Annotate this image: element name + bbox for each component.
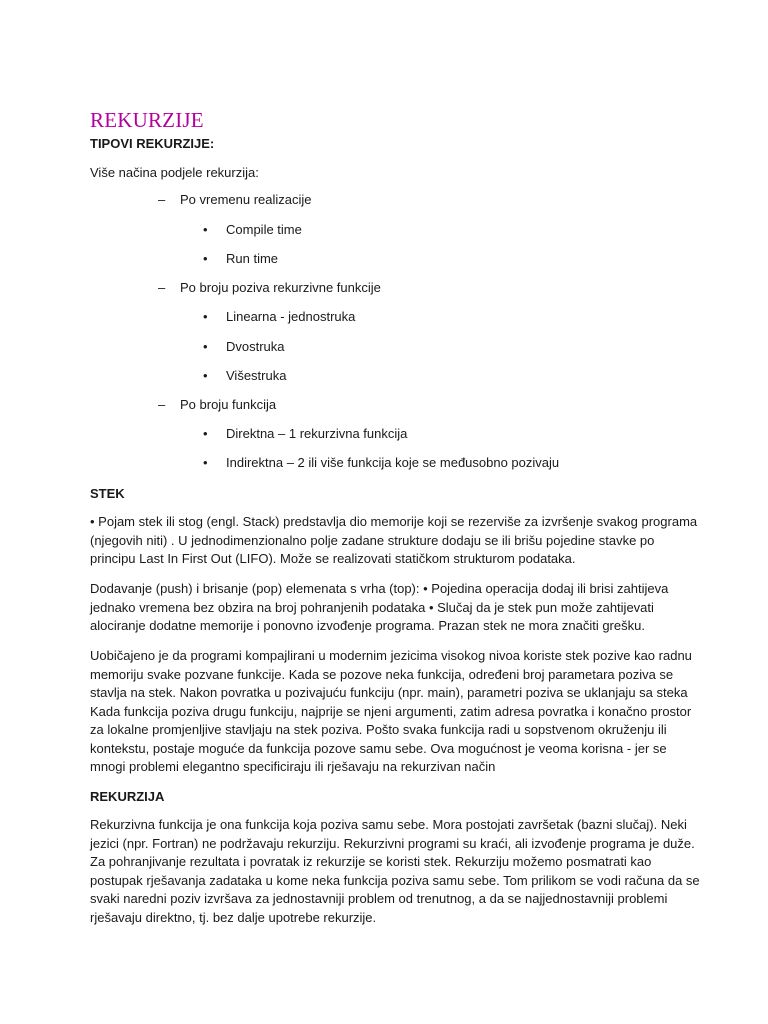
group-label-3: Po broju funkcija: [180, 397, 277, 412]
list-item: Run time: [226, 251, 279, 266]
dash-marker: –: [158, 192, 166, 207]
paragraph-stek-1: [90, 513, 698, 569]
paragraph-line: jednako vremena bez obzira na broj pohranjenih podataka • Slučaj da je stek pun može zahtijevati: [90, 599, 654, 615]
paragraph-line: stavlja na stek. Nakon povratka u pozivajuću funkciju (npr. main), parametri poziva se uklanjaju sa steka: [90, 685, 688, 700]
paragraph-line: Dodavanje (push) i brisanje (pop) elemenata s vrha (top): • Pojedina operacija dodaj ili brisi zahtijeva: [90, 581, 669, 596]
list-item: Compile time: [226, 222, 302, 237]
paragraph-line: jezici (npr. Fortran) ne podržavaju rekurziju. Rekurzivni programi su kraći, ali izvođenje programa je duže.: [90, 835, 695, 851]
paragraph-line: (njegovih niti) . U jednodimenzionalno polje zadane strukture dodaju se ili brišu pojedine stavke po: [90, 532, 655, 548]
paragraph-line: kontekstu, postaje moguće da funkcija pozove samu sebe. Ova mogućnost je veoma korisna - jer se: [90, 740, 667, 756]
bullet-marker: •: [203, 426, 208, 441]
paragraph-line: memoriju svake pozvane funkcije. Kada se pozove neka funkcija, određeni broj parametara poziva se: [90, 666, 674, 682]
paragraph-line: rješavaju direktno, tj. bez dalje upotrebe rekurzije.: [90, 909, 377, 925]
paragraph-stek-2: [90, 580, 680, 636]
list-item: Direktna – 1 rekurzivna funkcija: [226, 426, 408, 441]
list-item: Indirektna – 2 ili više funkcija koje se međusobno pozivaju: [226, 455, 560, 470]
document-title: REKURZIJE: [90, 108, 204, 132]
dash-marker: –: [158, 280, 166, 295]
bullet-marker: •: [203, 251, 208, 266]
list-item: Višestruka: [226, 368, 287, 383]
paragraph-line: mnogi problemi elegantno specificiraju ili rješavaju na rekurzivan način: [90, 759, 496, 774]
paragraph-line: principu Last In First Out (LIFO). Može se realizovati statičkom strukturom podataka.: [90, 551, 576, 566]
section-heading-stek: STEK: [90, 486, 125, 501]
list-item: Linearna - jednostruka: [226, 309, 356, 324]
bullet-marker: •: [203, 222, 208, 237]
paragraph-line: • Pojam stek ili stog (engl. Stack) predstavlja dio memorije koji se rezerviše za izvršenje svakog programa: [90, 514, 698, 529]
list-item: Dvostruka: [226, 339, 285, 354]
paragraph-line: svaki naredni poziv izvršava za jednostavniji problem od trenutnog, a da se najjednostavniji problemi: [90, 891, 668, 906]
bullet-marker: •: [203, 339, 208, 354]
paragraph-line: alociranje dodatne memorije i ponovno izvođenje programa. Prazan stek ne mora značiti grešku.: [90, 618, 645, 633]
group-label-2: Po broju poziva rekurzivne funkcije: [180, 280, 381, 295]
paragraph-line: Rekurzivna funkcija je ona funkcija koja poziva samu sebe. Mora postojati završetak (bazni slučaj). Neki: [90, 817, 687, 832]
paragraph-rekurzija: [90, 816, 700, 927]
paragraph-line: Uobičajeno je da programi kompajlirani u modernim jezicima visokog nivoa koriste stek pozive kao radnu: [90, 648, 692, 663]
paragraph-line: Kada funkcija poziva drugu funkciju, najprije se njeni argumenti, zatim adresa povratka i konačno prostor: [90, 703, 692, 719]
intro-text: Više načina podjele rekurzija:: [90, 165, 259, 180]
paragraph-line: postupak rješavanja zadataka u kome neka funkcija poziva samu sebe. Tom prilikom se vodi računa da se: [90, 872, 700, 888]
section-heading-tipovi: TIPOVI REKURZIJE:: [90, 136, 215, 151]
paragraph-line: za lokalne promjenljive stavljaju na stek poziva. Pošto svaka funkcija radi u sopstvenom okruženju ili: [90, 722, 667, 737]
dash-marker: –: [158, 397, 166, 412]
bullet-marker: •: [203, 368, 208, 383]
paragraph-stek-3: [90, 647, 692, 777]
group-label-1: Po vremenu realizacije: [180, 192, 312, 207]
bullet-marker: •: [203, 455, 208, 470]
bullet-marker: •: [203, 309, 208, 324]
section-heading-rekurzija: REKURZIJA: [90, 789, 165, 804]
paragraph-line: Za pohranjivanje rezultata i povratak iz rekurzije se koristi stek. Rekurziju možemo posmatrati kao: [90, 854, 652, 869]
